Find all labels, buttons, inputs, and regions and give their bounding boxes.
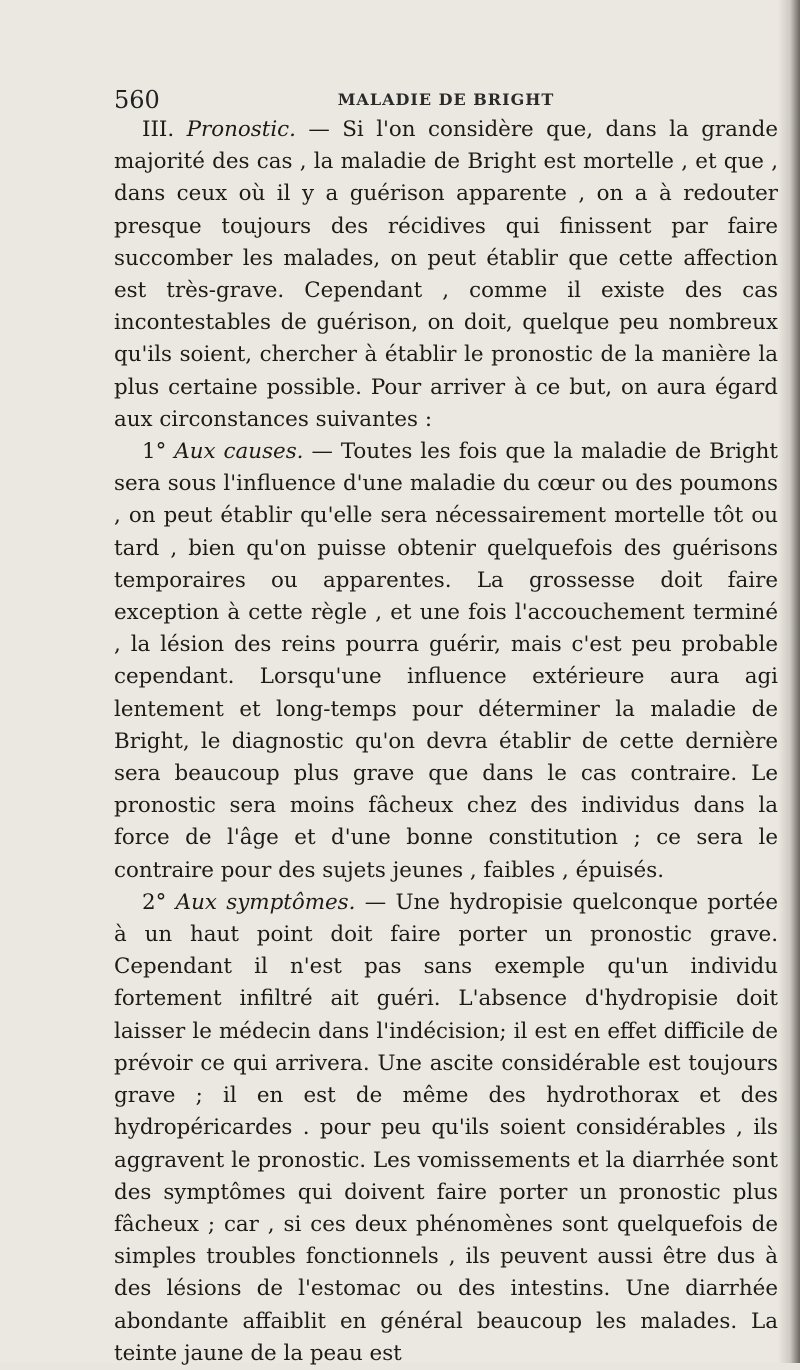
paragraph-text: — Si l'on considère que, dans la grande majorité des cas , la maladie de Bright est mortelle , et que , dans ceux où il y a guérison apparente , on a à redouter presque toujours des récidives qui finissent par faire succomber les malades, on peut établir que cette affection est très-grave. Cependant , comme il existe des cas incontestables de guérison, on doit, quelque peu nombreux qu'ils soient, chercher à établir le pronostic de la manière la plus certaine possible. Pour arriver à ce but, on aura égard aux circonstances suivantes : bbox=[114, 117, 779, 432]
paragraph-lead: 2° bbox=[142, 889, 176, 915]
paragraph-causes bbox=[114, 436, 778, 887]
paragraph-pronostic bbox=[114, 114, 778, 436]
page-header bbox=[114, 84, 778, 116]
paragraph-symptomes bbox=[114, 887, 778, 1370]
page-number: 560 bbox=[114, 86, 160, 114]
page-edge-shadow bbox=[778, 0, 800, 1363]
paragraph-lead: 1° bbox=[142, 439, 175, 465]
running-title: MALADIE DE BRIGHT bbox=[337, 90, 555, 109]
paragraph-text: — Une hydropisie quelconque portée à un haut point doit faire porter un pronostic grave. Cependant il n'est pas sans exemple qu'un individu fortement infiltré ait guéri. L'absence d'hydropisie doit laisser le médecin dans l'indécision; il est en effet difficile de prévoir ce qui arrivera. Une ascite considérable est toujours grave ; il en est de même des hydrothorax et des hydropéricardes . pour peu qu'ils soient considérables , ils aggravent le pronostic. Les vomissements et la diarrhée sont des symptômes qui doivent faire porter un pronostic plus fâcheux ; car , si ces deux phénomènes sont quelquefois de simples troubles fonctionnels , ils peuvent aussi être dus à des lésions de l'estomac ou des intestins. Une diarrhée abondante affaiblit en général beaucoup les malades. La teinte jaune de la peau est bbox=[114, 889, 778, 1366]
section-heading-pronostic: Pronostic. bbox=[186, 117, 296, 142]
paragraph-lead: III. bbox=[142, 117, 187, 142]
paragraph-text: — Toutes les fois que la maladie de Bright sera sous l'influence d'une maladie du cœur ou des poumons , on peut établir qu'elle sera nécessairement mortelle tôt ou tard , bien qu'on puisse obtenir quelquefois des guérisons temporaires ou apparentes. La grossesse doit faire exception à cette règle , et une fois l'accouchement terminé , la lésion des reins pourra guérir, mais c'est peu probable cependant. Lorsqu'une influence extérieure aura agi lentement et long-temps pour déterminer la maladie de Bright, le diagnostic qu'on devra établir de cette dernière sera beaucoup plus grave que dans le cas contraire. Le pronostic sera moins fâcheux chez des individus dans la force de l'âge et d'une bonne constitution ; ce sera le contraire pour des sujets jeunes , faibles , épuisés. bbox=[114, 439, 779, 883]
body-text bbox=[114, 114, 778, 1370]
section-heading-causes: Aux causes. bbox=[174, 439, 304, 465]
section-heading-symptomes: Aux symptômes. bbox=[175, 889, 356, 915]
